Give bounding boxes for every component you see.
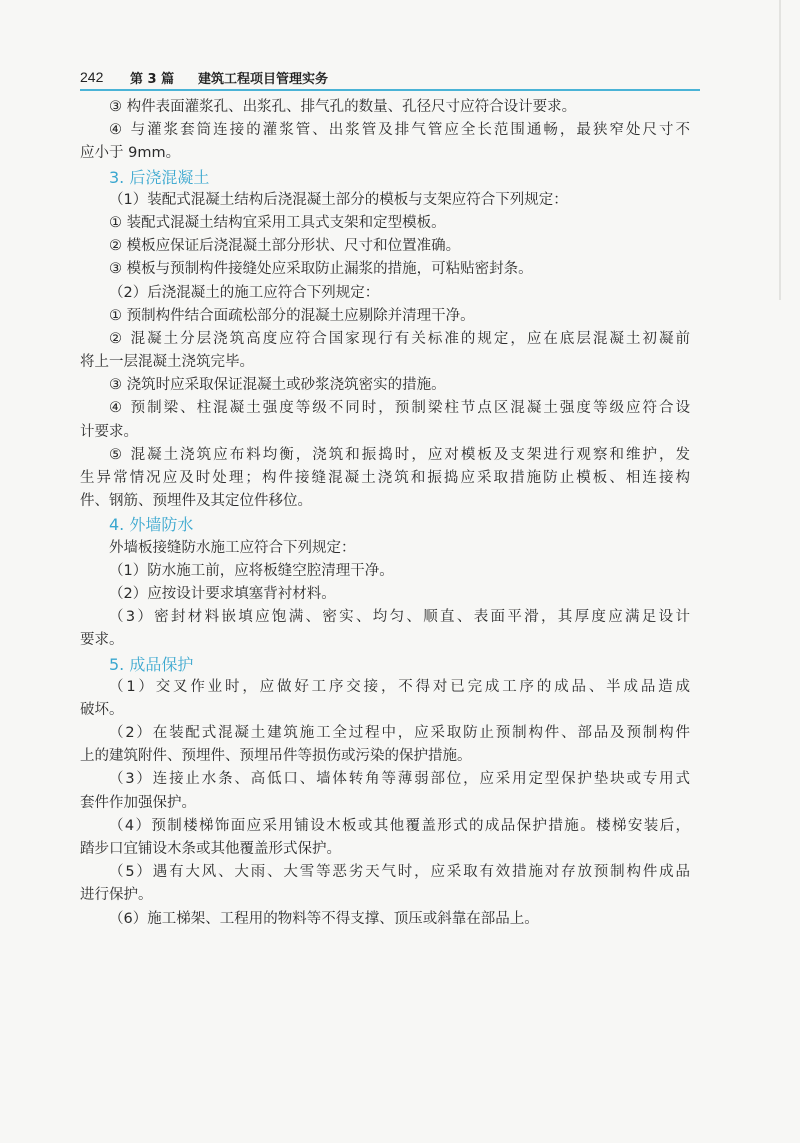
- paragraph-line: ① 预制构件结合面疏松部分的混凝土应剔除并清理干净。: [109, 307, 475, 324]
- paragraph-line: 套件作加强保护。: [80, 794, 196, 811]
- paragraph-line: ⑤ 混凝土浇筑应布料均衡，浇筑和振捣时，应对模板及支架进行观察和维护，发: [109, 446, 690, 463]
- paragraph-line: 件、钢筋、预埋件及其定位件移位。: [80, 493, 312, 510]
- page-number: 242: [80, 69, 104, 85]
- paragraph-line: （2）在装配式混凝土建筑施工全过程中，应采取防止预制构件、部品及预制构件: [109, 725, 690, 742]
- paragraph-line: 破坏。: [80, 701, 124, 718]
- paragraph-line: 生异常情况应及时处理；构件接缝混凝土浇筑和振捣应采取措施防止模板、相连接构: [80, 470, 690, 486]
- paragraph-line: ④ 预制梁、柱混凝土强度等级不同时，预制梁柱节点区混凝土强度等级应符合设: [109, 400, 690, 417]
- paragraph-line: （1）交叉作业时，应做好工序交接，不得对已完成工序的成品、半成品造成: [109, 678, 690, 695]
- paragraph-line: ② 混凝土分层浇筑高度应符合国家现行有关标准的规定，应在底层混凝土初凝前: [109, 330, 690, 347]
- paragraph-line: （2）后浇混凝土的施工应符合下列规定：: [109, 284, 380, 301]
- page-edge-mark: [779, 0, 781, 300]
- section-heading-finished-product-protection: 5. 成品保护: [109, 654, 194, 674]
- paragraph-line: 应小于 9mm。: [80, 145, 181, 162]
- paragraph-line: （3）密封材料嵌填应饱满、密实、均匀、顺直、表面平滑，其厚度应满足设计: [109, 609, 690, 626]
- paragraph-line: （4）预制楼梯饰面应采用铺设木板或其他覆盖形式的成品保护措施。楼梯安装后，: [109, 817, 690, 834]
- paragraph-line: ④ 与灌浆套筒连接的灌浆管、出浆管及排气管应全长范围通畅，最狭窄处尺寸不: [109, 122, 690, 139]
- section-heading-exterior-wall-waterproofing: 4. 外墙防水: [109, 515, 194, 535]
- paragraph-line: （5）遇有大风、大雨、大雪等恶劣天气时，应采取有效措施对存放预制构件成品: [109, 864, 690, 881]
- section-heading-post-cast-concrete: 3. 后浇混凝土: [109, 167, 210, 187]
- paragraph-line: ③ 模板与预制构件接缝处应采取防止漏浆的措施，可粘贴密封条。: [109, 261, 533, 278]
- page-body: [80, 96, 690, 931]
- paragraph-line: （1）防水施工前，应将板缝空腔清理干净。: [109, 562, 394, 579]
- paragraph-line: 计要求。: [80, 423, 138, 440]
- paragraph-line: 踏步口宜铺设木条或其他覆盖形式保护。: [80, 841, 341, 857]
- paragraph-line: （6）施工梯架、工程用的物料等不得支撑、顶压或斜靠在部品上。: [109, 910, 539, 927]
- paragraph-line: （1）装配式混凝土结构后浇混凝土部分的模板与支架应符合下列规定：: [109, 191, 568, 208]
- paragraph-line: 将上一层混凝土浇筑完毕。: [80, 354, 254, 371]
- paragraph-line: ① 装配式混凝土结构宜采用工具式支架和定型模板。: [109, 214, 446, 231]
- paragraph-line: ③ 构件表面灌浆孔、出浆孔、排气孔的数量、孔径尺寸应符合设计要求。: [109, 99, 577, 115]
- page-header: [80, 66, 700, 90]
- chapter-label: 第 3 篇: [130, 72, 175, 87]
- chapter-title: 建筑工程项目管理实务: [198, 72, 329, 87]
- paragraph-line: 上的建筑附件、预埋件、预埋吊件等损伤或污染的保护措施。: [80, 748, 472, 765]
- paragraph-line: 要求。: [80, 632, 124, 649]
- paragraph-line: ③ 浇筑时应采取保证混凝土或砂浆浇筑密实的措施。: [109, 377, 446, 394]
- paragraph-line: ② 模板应保证后浇混凝土部分形状、尺寸和位置准确。: [109, 238, 461, 255]
- paragraph-line: 外墙板接缝防水施工应符合下列规定：: [109, 539, 356, 556]
- paragraph-line: （2）应按设计要求填塞背衬材料。: [109, 585, 336, 602]
- paragraph-line: （3）连接止水条、高低口、墙体转角等薄弱部位，应采用定型保护垫块或专用式: [109, 771, 690, 788]
- paragraph-line: 进行保护。: [80, 887, 153, 904]
- header-rule: [80, 89, 700, 91]
